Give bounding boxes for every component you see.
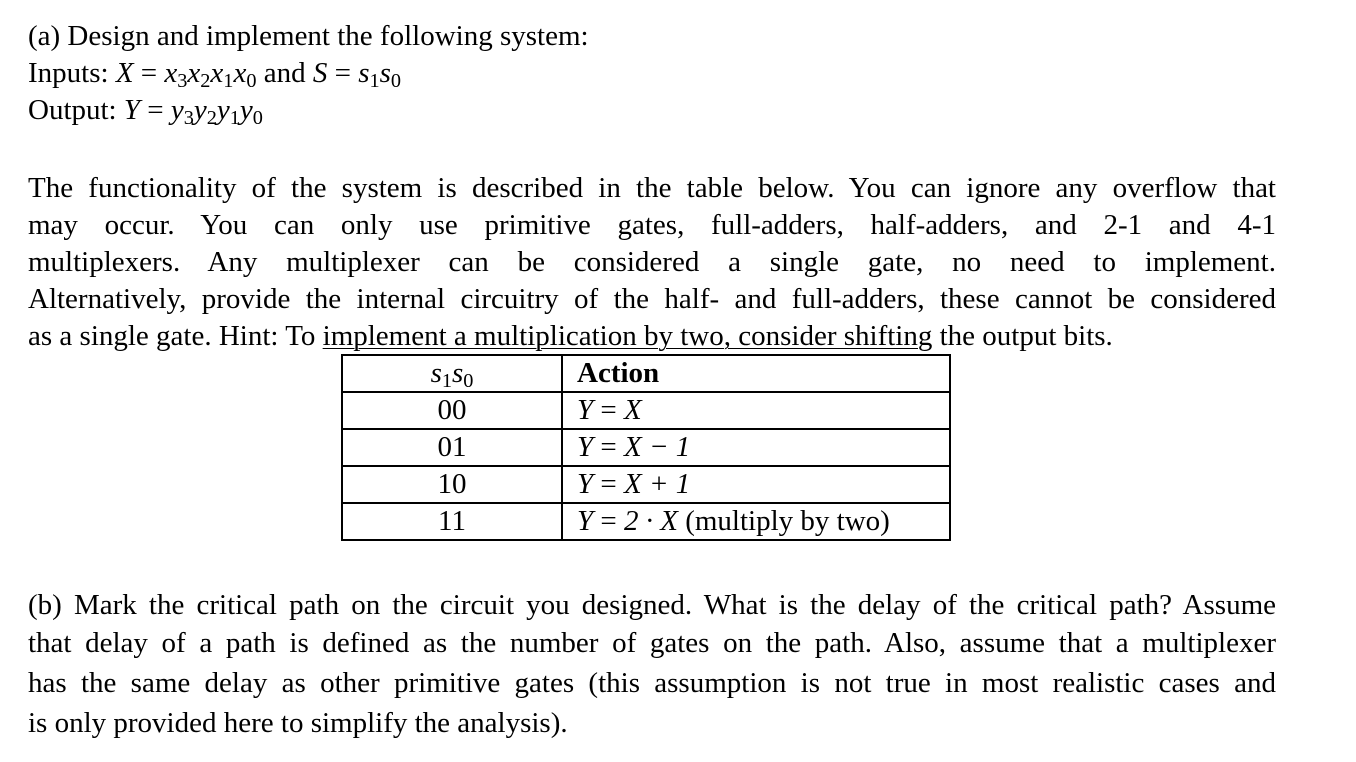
input-x-bits: $x_3x_2x_1x_0$ — [164, 57, 257, 93]
description-line-1: The functionality of the system is described in the table below. You can ignore any overflow that — [28, 172, 1276, 204]
input-s-bits: $s_1s_0$ — [358, 57, 402, 93]
action-value: Y = X — [562, 392, 950, 429]
inputs-line: Inputs: $X = x_3x_2x_1x_0$ and $S = s_1s_0$ — [28, 57, 402, 93]
action-value: Y = X − 1 — [562, 429, 950, 466]
table-header-row — [342, 355, 950, 392]
hint-prefix: as a single gate. Hint: To — [28, 320, 323, 352]
inputs-and: and — [263, 57, 306, 89]
table-row — [342, 429, 950, 466]
part-b-line-1: (b) Mark the critical path on the circuit you designed. What is the delay of the critical path? Assume — [28, 589, 1276, 621]
action-table — [341, 354, 951, 541]
action-value: Y = 2 · X (multiply by two) — [562, 503, 950, 540]
description-line-4: Alternatively, provide the internal circuitry of the half- and full-adders, these cannot be considered — [28, 283, 1276, 315]
output-y-bits: $y_3y_2y_1y_0$ — [170, 94, 263, 130]
action-note: (multiply by two) — [685, 505, 890, 537]
part-b-line-4: is only provided here to simplify the analysis). — [28, 707, 568, 739]
select-value: 00 — [342, 392, 562, 429]
hint-underlined: implement a multiplication by two, consider shifting — [322, 320, 933, 352]
output-y-var: Y — [123, 94, 141, 126]
select-value: 01 — [342, 429, 562, 466]
input-x-var: X — [115, 57, 134, 89]
select-value: 10 — [342, 466, 562, 503]
part-b-line-3: has the same delay as other primitive gates (this assumption is not true in most realistic cases and — [28, 667, 1276, 699]
description-line-3: multiplexers. Any multiplexer can be considered a single gate, no need to implement. — [28, 246, 1276, 278]
output-line: Output: $Y = y_3y_2y_1y_0$ — [28, 94, 263, 130]
part-a-heading: (a) Design and implement the following system: — [28, 20, 589, 52]
inputs-label: Inputs: — [28, 57, 109, 89]
table-row — [342, 466, 950, 503]
hint-line — [28, 318, 1113, 354]
select-value: 11 — [342, 503, 562, 540]
header-action: Action — [562, 355, 950, 392]
part-b-line-2: that delay of a path is defined as the number of gates on the path. Also, assume that a multiplexer — [28, 627, 1276, 659]
description-line-2: may occur. You can only use primitive gates, full-adders, half-adders, and 2-1 and 4-1 — [28, 209, 1276, 241]
header-select: $s_1s_0$ — [342, 355, 562, 392]
table-row — [342, 503, 950, 540]
input-s-var: S — [312, 57, 328, 89]
output-label: Output: — [28, 94, 117, 126]
hint-suffix: the output bits. — [932, 320, 1113, 352]
action-value: Y = X + 1 — [562, 466, 950, 503]
table-row — [342, 392, 950, 429]
